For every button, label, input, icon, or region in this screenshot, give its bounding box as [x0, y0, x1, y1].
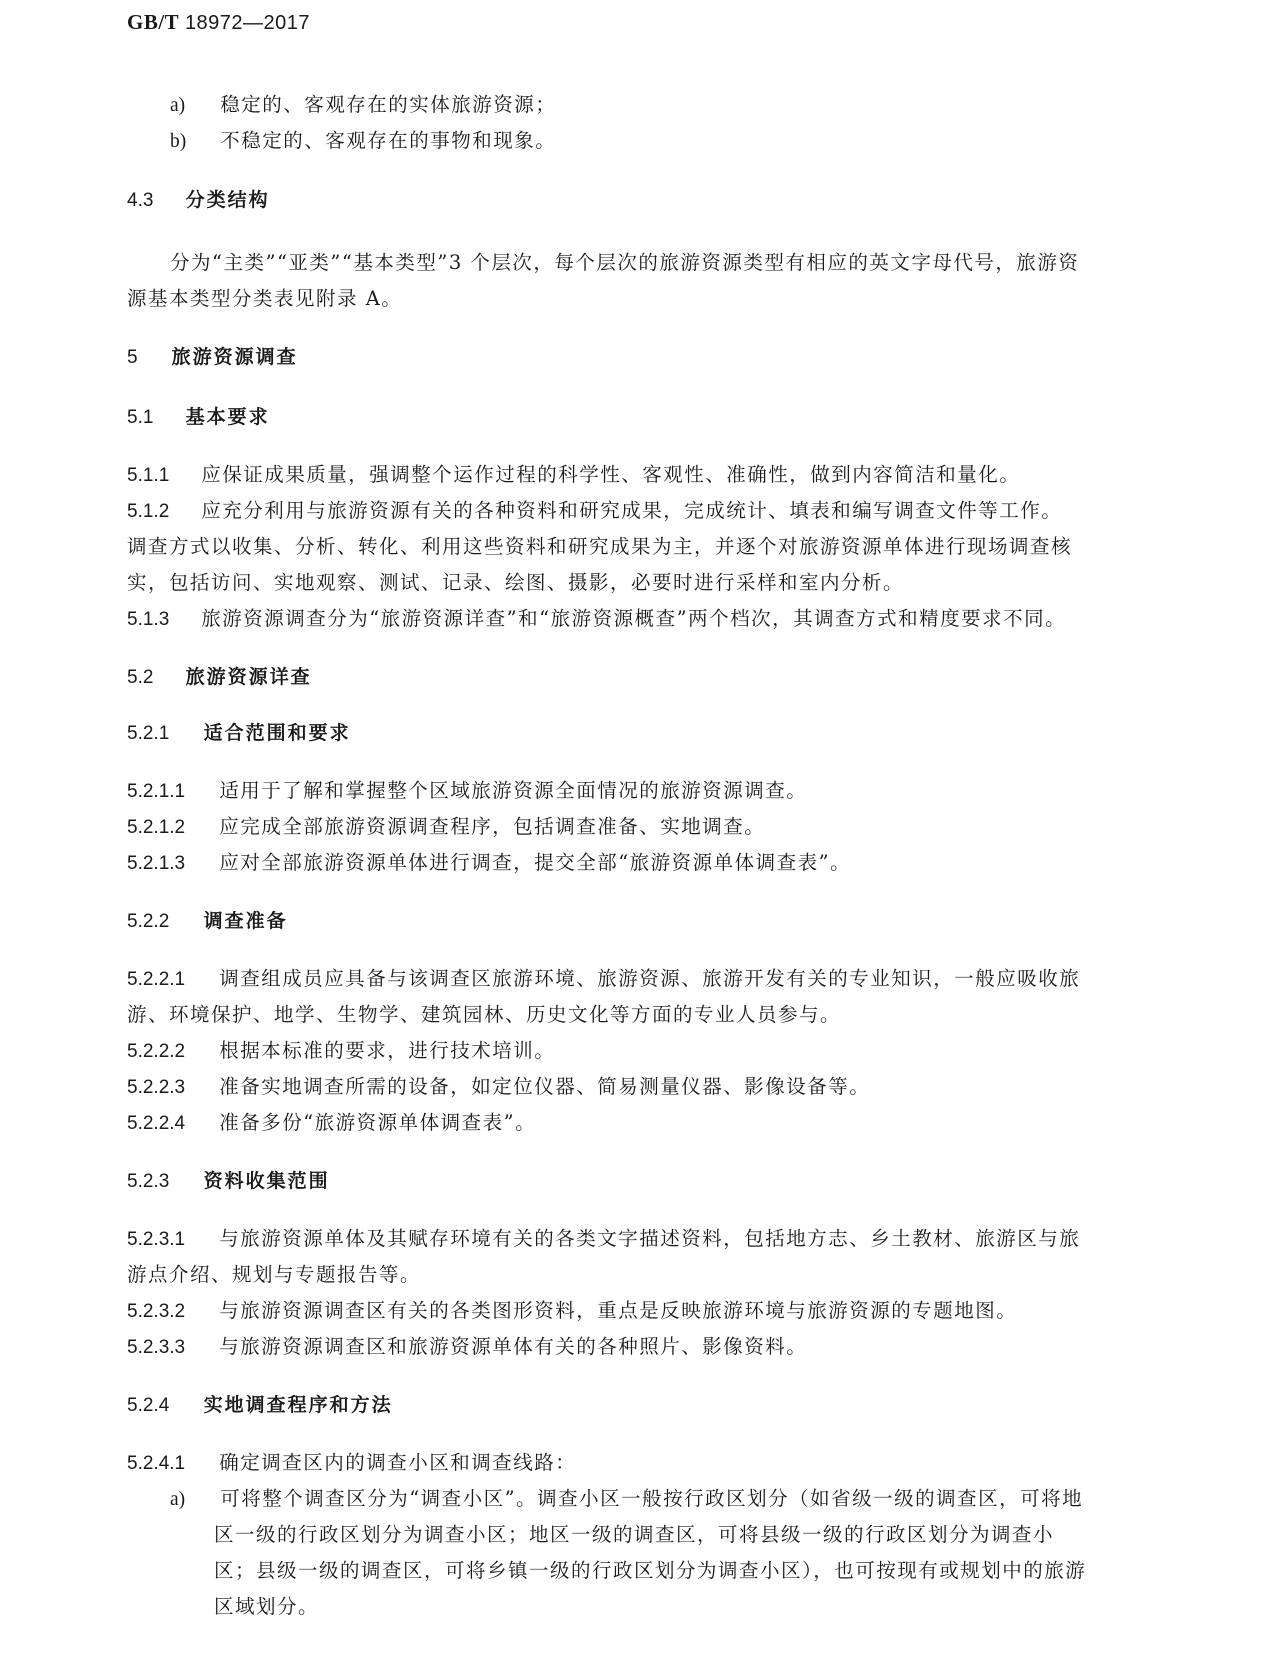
- list-item: [170, 92, 556, 119]
- clause-continuation: 实，包括访问、实地观察、测试、记录、绘图、摄影，必要时进行采样和室内分析。: [127, 571, 905, 594]
- section-heading: [127, 187, 270, 214]
- clause-number: 5.1.1: [127, 465, 170, 486]
- section-number: 5.2.4: [127, 1395, 170, 1416]
- section-title: 旅游资源详查: [185, 666, 312, 688]
- clause-text: 确定调查区内的调查小区和调查线路：: [219, 1451, 577, 1474]
- clause-number: 5.2.2.4: [127, 1113, 186, 1134]
- clause-text: 应保证成果质量，强调整个运作过程的科学性、客观性、准确性，做到内容简洁和量化。: [201, 463, 1021, 486]
- section-number: 5.2.1: [127, 723, 170, 744]
- clause: [127, 1110, 536, 1137]
- clause: [127, 1074, 870, 1101]
- clause-number: 5.2.2.3: [127, 1077, 186, 1098]
- section-heading: [127, 1392, 393, 1419]
- sub-item-continuation: 区一级的行政区划分为调查小区；地区一级的调查区，可将县级一级的行政区划分为调查小: [214, 1523, 1055, 1546]
- section-heading: [127, 1168, 330, 1195]
- section-number: 5.1: [127, 407, 154, 428]
- section-title: 实地调查程序和方法: [203, 1394, 393, 1416]
- section-title: 资料收集范围: [203, 1170, 330, 1192]
- list-item-text: 稳定的、客观存在的实体旅游资源；: [220, 93, 557, 116]
- section-heading: [127, 404, 270, 431]
- clause-text: 适用于了解和掌握整个区域旅游资源全面情况的旅游资源调查。: [219, 779, 808, 802]
- clause-number: 5.2.4.1: [127, 1453, 186, 1474]
- clause-number: 5.1.2: [127, 501, 170, 522]
- clause-text: 与旅游资源调查区有关的各类图形资料，重点是反映旅游环境与旅游资源的专题地图。: [219, 1299, 1018, 1322]
- clause-number: 5.2.3.1: [127, 1229, 186, 1250]
- section-number: 5.2: [127, 667, 154, 688]
- standard-number: 18972—2017: [184, 12, 311, 34]
- section-number: 5.2.3: [127, 1171, 170, 1192]
- clause: [127, 778, 807, 805]
- clause: [127, 1334, 807, 1361]
- section-heading: [127, 344, 298, 371]
- clause: [127, 606, 1066, 633]
- clause-number: 5.2.1.3: [127, 853, 186, 874]
- list-item: [170, 128, 556, 155]
- clause: [127, 850, 851, 877]
- clause-number: 5.2.1.2: [127, 817, 186, 838]
- clause: [127, 1450, 576, 1477]
- section-heading: [127, 720, 351, 747]
- sub-item-label: a): [170, 1489, 186, 1510]
- clause-number: 5.1.3: [127, 609, 170, 630]
- clause-number: 5.2.2.1: [127, 969, 186, 990]
- clause: [127, 1038, 555, 1065]
- sub-item-text: 可将整个调查区分为“调查小区”。调查小区一般按行政区划分（如省级一级的调查区，可将地: [220, 1487, 1084, 1510]
- clause: [127, 462, 1020, 489]
- clause-text: 与旅游资源调查区和旅游资源单体有关的各种照片、影像资料。: [219, 1335, 808, 1358]
- clause-text: 根据本标准的要求，进行技术培训。: [219, 1039, 556, 1062]
- clause-text: 应充分利用与旅游资源有关的各种资料和研究成果，完成统计、填表和编写调查文件等工作。: [201, 499, 1063, 522]
- section-number: 5: [127, 347, 138, 368]
- paragraph-line: 源基本类型分类表见附录 A。: [127, 287, 403, 310]
- section-title: 基本要求: [185, 406, 270, 428]
- sub-item: [170, 1486, 1083, 1513]
- clause-text: 准备多份“旅游资源单体调查表”。: [219, 1111, 537, 1134]
- clause: [127, 498, 1062, 525]
- section-title: 适合范围和要求: [203, 722, 351, 744]
- clause-text: 调查组成员应具备与该调查区旅游环境、旅游资源、旅游开发有关的专业知识，一般应吸收旅: [219, 967, 1081, 990]
- clause: [127, 1226, 1080, 1253]
- section-title: 调查准备: [203, 910, 288, 932]
- list-item-label: b): [170, 131, 187, 152]
- sub-item-continuation: 区域划分。: [214, 1595, 320, 1618]
- clause: [127, 966, 1080, 993]
- clause-text: 准备实地调查所需的设备，如定位仪器、简易测量仪器、影像设备等。: [219, 1075, 871, 1098]
- clause-number: 5.2.1.1: [127, 781, 186, 802]
- clause-number: 5.2.3.3: [127, 1337, 186, 1358]
- section-title: 旅游资源调查: [171, 346, 298, 368]
- section-heading: [127, 908, 288, 935]
- section-number: 5.2.2: [127, 911, 170, 932]
- clause-text: 旅游资源调查分为“旅游资源详查”和“旅游资源概查”两个档次，其调查方式和精度要求不同。: [201, 607, 1067, 630]
- clause-continuation: 游点介绍、规划与专题报告等。: [127, 1263, 422, 1286]
- clause: [127, 814, 765, 841]
- standard-prefix: GB/T: [127, 10, 180, 34]
- section-title: 分类结构: [185, 189, 270, 211]
- section-number: 4.3: [127, 190, 154, 211]
- paragraph-line: 分为“主类”“亚类”“基本类型”3 个层次，每个层次的旅游资源类型有相应的英文字母代号，旅游资: [170, 251, 1080, 274]
- clause-continuation: 调查方式以收集、分析、转化、利用这些资料和研究成果为主，并逐个对旅游资源单体进行现场调查核: [127, 535, 1073, 558]
- clause-number: 5.2.2.2: [127, 1041, 186, 1062]
- standard-code-header: [127, 10, 310, 35]
- clause-text: 与旅游资源单体及其赋存环境有关的各类文字描述资料，包括地方志、乡土教材、旅游区与旅: [219, 1227, 1081, 1250]
- clause-continuation: 游、环境保护、地学、生物学、建筑园林、历史文化等方面的专业人员参与。: [127, 1003, 842, 1026]
- sub-item-continuation: 区；县级一级的调查区，可将乡镇一级的行政区划分为调查小区），也可按现有或规划中的旅游: [214, 1559, 1087, 1582]
- list-item-text: 不稳定的、客观存在的事物和现象。: [220, 129, 557, 152]
- list-item-label: a): [170, 95, 186, 116]
- clause-text: 应完成全部旅游资源调查程序，包括调查准备、实地调查。: [219, 815, 766, 838]
- clause-number: 5.2.3.2: [127, 1301, 186, 1322]
- section-heading: [127, 664, 312, 691]
- clause: [127, 1298, 1017, 1325]
- clause-text: 应对全部旅游资源单体进行调查，提交全部“旅游资源单体调查表”。: [219, 851, 852, 874]
